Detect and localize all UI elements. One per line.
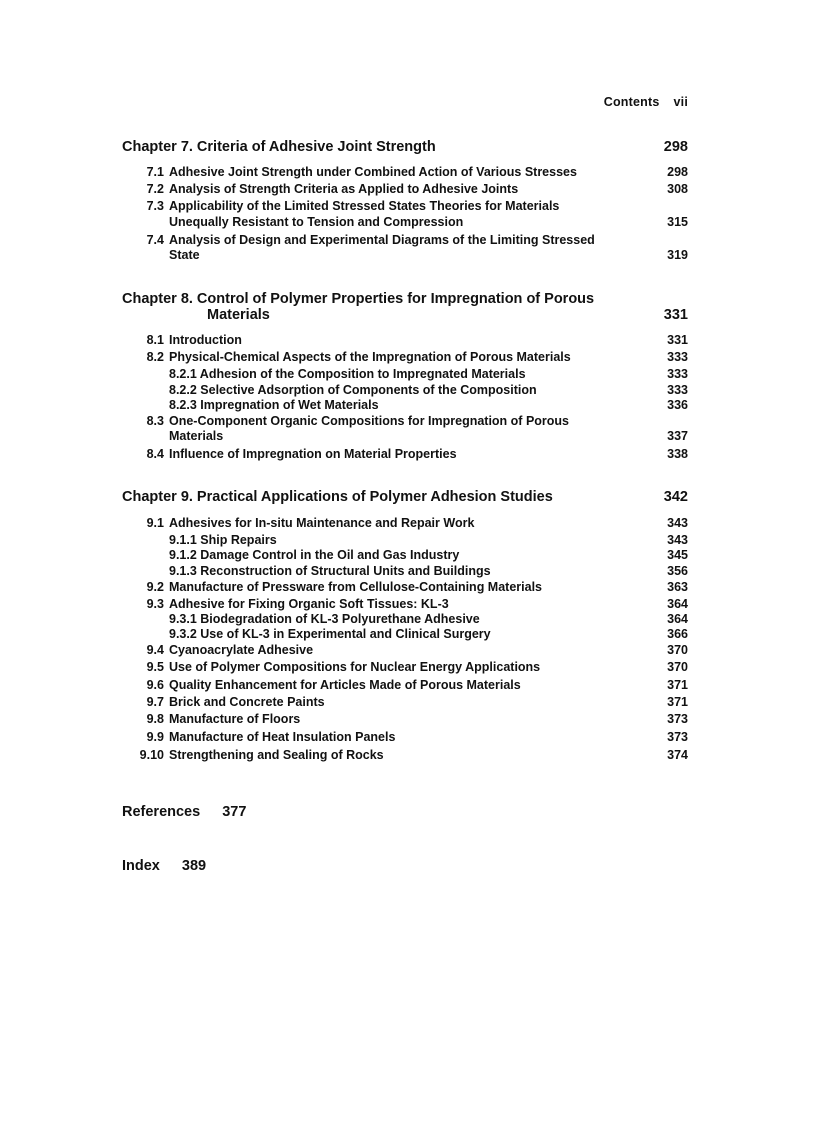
references-label: References: [122, 804, 201, 820]
chapter-8-title: Chapter 8. Control of Polymer Properties for Impregnation of Porous: [122, 291, 595, 307]
section-title: Use of Polymer Compositions for Nuclear Energy Applications: [169, 660, 541, 674]
subsection-title: 9.3.2 Use of KL-3 in Experimental and Clinical Surgery: [169, 627, 491, 641]
section-page: 363: [667, 580, 688, 594]
references-entry: [122, 804, 246, 820]
section-page: 370: [667, 660, 688, 674]
section-page: 315: [667, 215, 688, 229]
index-label: Index: [122, 858, 160, 874]
section-title: Manufacture of Pressware from Cellulose-Containing Materials: [169, 580, 542, 594]
section-page: 371: [667, 678, 688, 692]
running-head: [604, 95, 688, 109]
section-page: 370: [667, 643, 688, 657]
subsection-title: 8.2.1 Adhesion of the Composition to Impregnated Materials: [169, 367, 526, 381]
section-page: 338: [667, 447, 688, 461]
section-number: 7.1: [146, 165, 164, 179]
section-page: 331: [667, 333, 688, 347]
section-title: Adhesive for Fixing Organic Soft Tissues: KL-3: [169, 597, 449, 611]
section-title: Adhesives for In-situ Maintenance and Repair Work: [169, 516, 475, 530]
section-number: 9.4: [146, 643, 164, 657]
section-page: 371: [667, 695, 688, 709]
section-page: 343: [667, 516, 688, 530]
section-page: 333: [667, 367, 688, 381]
running-head-page: vii: [673, 95, 688, 109]
section-number: 8.4: [146, 447, 164, 461]
subsection-title: 8.2.3 Impregnation of Wet Materials: [169, 398, 379, 412]
section-number: 9.3: [146, 597, 164, 611]
section-title: Brick and Concrete Paints: [169, 695, 325, 709]
section-page: 298: [667, 165, 688, 179]
subsection-title: 9.3.1 Biodegradation of KL-3 Polyurethane Adhesive: [169, 612, 480, 626]
section-title: One-Component Organic Compositions for Impregnation of Porous: [169, 414, 569, 428]
section-title: Manufacture of Heat Insulation Panels: [169, 730, 396, 744]
subsection-title: 9.1.3 Reconstruction of Structural Units and Buildings: [169, 564, 491, 578]
section-number: 8.3: [146, 414, 164, 428]
section-title: Strengthening and Sealing of Rocks: [169, 748, 384, 762]
section-number: 9.6: [146, 678, 164, 692]
references-page: 377: [222, 804, 247, 820]
section-page: 345: [667, 548, 688, 562]
chapter-8-page: 331: [663, 307, 688, 323]
section-page: 333: [667, 350, 688, 364]
section-title: Applicability of the Limited Stressed States Theories for Materials: [169, 199, 560, 213]
subsection-title: 9.1.1 Ship Repairs: [169, 533, 277, 547]
section-page: 337: [667, 429, 688, 443]
subsection-title: 8.2.2 Selective Adsorption of Components of the Composition: [169, 383, 537, 397]
chapter-9-page: 342: [663, 489, 688, 505]
index-page: 389: [181, 858, 207, 874]
subsection-title: 9.1.2 Damage Control in the Oil and Gas Industry: [169, 548, 460, 562]
chapter-9-title: Chapter 9. Practical Applications of Polymer Adhesion Studies: [122, 489, 553, 505]
section-title-continued: Materials: [169, 429, 224, 443]
section-number: 9.10: [139, 748, 164, 762]
section-number: 8.1: [146, 333, 164, 347]
section-title: Introduction: [169, 333, 242, 347]
section-page: 343: [667, 533, 688, 547]
section-page: 333: [667, 383, 688, 397]
section-number: 9.5: [146, 660, 164, 674]
section-page: 364: [667, 597, 688, 611]
section-number: 9.9: [146, 730, 164, 744]
section-title: Quality Enhancement for Articles Made of Porous Materials: [169, 678, 521, 692]
section-page: 373: [667, 712, 688, 726]
chapter-7-page: 298: [663, 139, 688, 155]
running-head-label: Contents: [603, 95, 660, 109]
section-number: 9.2: [146, 580, 164, 594]
section-number: 9.1: [146, 516, 164, 530]
section-page: 308: [667, 182, 688, 196]
chapter-8-title-continued: Materials: [207, 307, 270, 323]
section-number: 8.2: [146, 350, 164, 364]
section-title: Manufacture of Floors: [169, 712, 301, 726]
chapter-7-title: Chapter 7. Criteria of Adhesive Joint Strength: [122, 139, 436, 155]
index-entry: [122, 858, 206, 874]
section-page: 374: [667, 748, 688, 762]
section-title: Analysis of Strength Criteria as Applied to Adhesive Joints: [169, 182, 519, 196]
section-title-continued: Unequally Resistant to Tension and Compression: [169, 215, 464, 229]
section-title: Cyanoacrylate Adhesive: [169, 643, 314, 657]
section-number: 9.8: [146, 712, 164, 726]
section-title: Analysis of Design and Experimental Diagrams of the Limiting Stressed: [169, 233, 595, 247]
section-title: Adhesive Joint Strength under Combined Action of Various Stresses: [169, 165, 577, 179]
section-title: Physical-Chemical Aspects of the Impregnation of Porous Materials: [169, 350, 571, 364]
section-title-continued: State: [169, 248, 200, 262]
section-page: 364: [667, 612, 688, 626]
section-page: 373: [667, 730, 688, 744]
section-number: 7.3: [146, 199, 164, 213]
section-number: 9.7: [146, 695, 164, 709]
section-number: 7.2: [146, 182, 164, 196]
section-page: 336: [667, 398, 688, 412]
section-number: 7.4: [146, 233, 164, 247]
section-page: 366: [667, 627, 688, 641]
section-title: Influence of Impregnation on Material Properties: [169, 447, 457, 461]
section-page: 319: [667, 248, 688, 262]
section-page: 356: [667, 564, 688, 578]
